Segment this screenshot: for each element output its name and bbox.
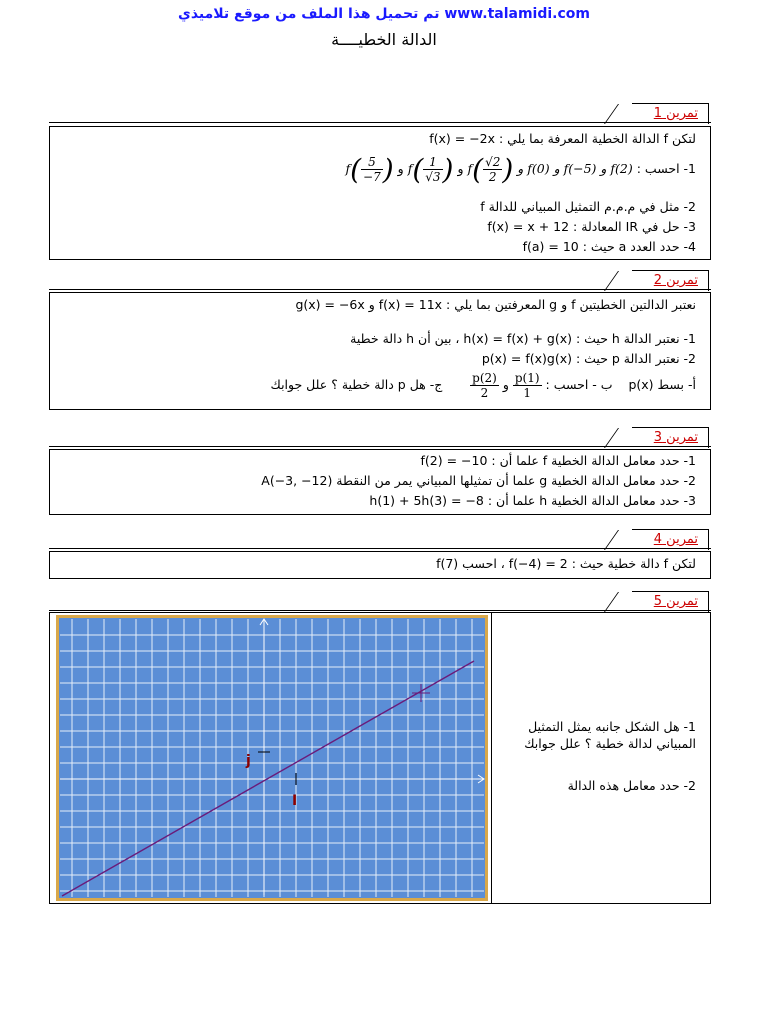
divider <box>49 446 711 447</box>
ex5-q1: 1- هل الشكل جانبه يمثل التمثيل المبياني لدالة خطية ؟ علل جوابك <box>524 719 696 751</box>
ex3-q3: 3- حدد معامل الدالة الخطية h علما أن : h(1) + 5h(3) = −8 <box>369 493 696 508</box>
ex4-q1: لتكن f دالة خطية حيث : f(−4) = 2 ، احسب f(7) <box>436 556 696 571</box>
exercise-3-tab: تمرين 3 <box>632 427 709 448</box>
exercise-4-tab: تمرين 4 <box>632 529 709 550</box>
ex1-q2: 2- مثل في م.م.م التمثيل المبياني للدالة f <box>480 199 696 214</box>
divider <box>49 610 711 611</box>
exercise-1-tab: تمرين 1 <box>632 103 709 124</box>
ex1-intro: لتكن f الدالة الخطية المعرفة بما يلي : f(x) = −2x <box>429 131 696 146</box>
linear-function-graph <box>56 615 488 901</box>
exercise-2-tab: تمرين 2 <box>632 270 709 291</box>
ex1-q3: 3- حل في IR المعادلة : f(x) = x + 12 <box>487 219 696 234</box>
ex2-intro: نعتبر الدالتين الخطيتين f و g المعرفتين بما يلي : f(x) = 11x و g(x) = −6x <box>295 297 696 312</box>
divider <box>49 548 711 549</box>
ex3-q1: 1- حدد معامل الدالة الخطية f علما أن : f(2) = −10 <box>420 453 696 468</box>
column-divider <box>491 613 492 903</box>
label-j: j <box>246 753 251 769</box>
ex2-q3: أ- بسط p(x) ب - احسب : $\frac{p(1)}{1}$ و $\frac{p(2)}{2}$ ج- هل p دالة خطية ؟ علل جوابك <box>270 371 696 400</box>
ex5-q2: 2- حدد معامل هذه الدالة <box>567 778 696 793</box>
site-banner[interactable]: تم تحميل هذا الملف من موقع تلاميذي www.talamidi.com <box>178 6 590 22</box>
exercise-5-tab: تمرين 5 <box>632 591 709 612</box>
ex1-q1: 1- احسب : f(2) و f(−5) و f(0) و f( $\frac{√2}{2}$ ) و f( $\frac{1}{√3}$ ) و f( $\frac{5}{-7}$ ) <box>345 153 696 186</box>
page-title: الدالة الخطيــــة <box>331 30 437 49</box>
exercise-3-box <box>49 449 711 515</box>
exercise-1-box <box>49 126 711 260</box>
label-i: I <box>292 793 298 809</box>
divider <box>49 122 711 123</box>
ex2-q1: 1- نعتبر الدالة h حيث : h(x) = f(x) + g(x) ، بين أن h دالة خطية <box>350 331 696 346</box>
ex3-q2: 2- حدد معامل الدالة الخطية g علما أن تمثيلها المبياني يمر من النقطة A(−3, −12) <box>261 473 696 488</box>
divider <box>49 289 711 290</box>
ex1-q4: 4- حدد العدد a حيث : f(a) = 10 <box>522 239 696 254</box>
exercise-2-box <box>49 292 711 410</box>
ex2-q2: 2- نعتبر الدالة p حيث : p(x) = f(x)g(x) <box>481 351 696 366</box>
graph-background <box>59 618 485 898</box>
exercise-5-box <box>49 612 711 904</box>
exercise-4-box <box>49 551 711 579</box>
